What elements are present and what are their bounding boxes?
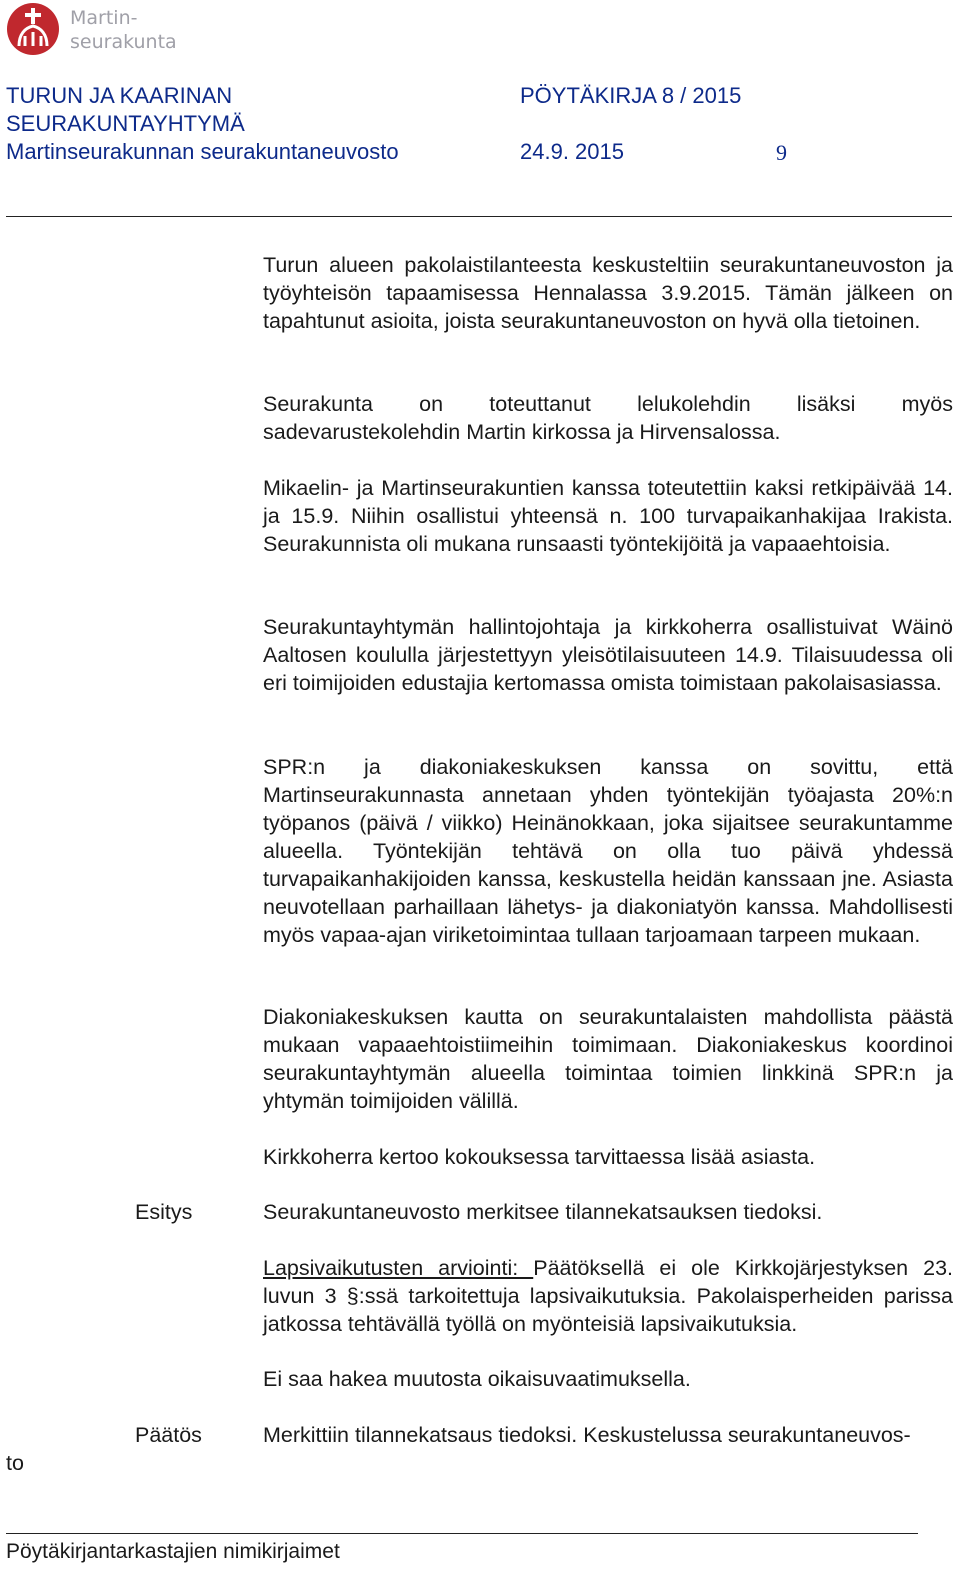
- esitys-label: Esitys: [135, 1200, 193, 1224]
- paragraph-2: Seurakunta on toteuttanut lelukolehdin lisäksi myös sadevarustekolehdin Martin kirkossa ja Hirvensalossa.: [263, 392, 953, 444]
- header-page-number: 9: [776, 140, 787, 165]
- paatos-text: Merkittiin tilannekatsaus tiedoksi. Keskustelussa seurakuntaneuvos-: [263, 1423, 911, 1447]
- lapsivaikutus-text: Päätöksellä ei ole Kirkkojärjestyksen 23. luvun 3 §:ssä tarkoitettuja lapsivaikutuksia. Pakolaisperheiden parissa jatkossa tehtävällä työllä on myönteisiä lapsivaikutuksia.: [263, 1256, 954, 1336]
- header-org-line1: TURUN JA KAARINAN: [6, 83, 233, 108]
- lapsivaikutus-paragraph: [263, 1254, 953, 1338]
- header-doc-title: PÖYTÄKIRJA 8 / 2015: [520, 83, 742, 108]
- esitys-text: Seurakuntaneuvosto merkitsee tilannekatsauksen tiedoksi.: [263, 1200, 823, 1224]
- logo-line2: seurakunta: [70, 31, 177, 53]
- paatos-continuation: to: [6, 1451, 24, 1475]
- valitus-text: Ei saa hakea muutosta oikaisuvaatimuksella.: [263, 1367, 691, 1391]
- paatos-label: Päätös: [135, 1423, 202, 1447]
- paragraph-7: Kirkkoherra kertoo kokouksessa tarvittaessa lisää asiasta.: [263, 1145, 816, 1169]
- paragraph-1: Turun alueen pakolaistilanteesta keskusteltiin seurakuntaneuvoston ja työyhteisön tapaamisessa Hennalassa 3.9.2015. Tämän jälkeen on tapahtunut asioita, joista seurakuntaneuvoston on hyvä olla tietoinen.: [263, 253, 953, 333]
- paragraph-6: Diakoniakeskuksen kautta on seurakuntalaisten mahdollista päästä mukaan vapaaehtoistiimeihin toimimaan. Diakoniakeskus koordinoi seurakuntayhtymän alueella toimintaa toimien linkkinä SPR:n ja yhtymän toimijoiden välillä.: [263, 1005, 953, 1113]
- header-divider: [6, 216, 952, 217]
- paragraph-4: Seurakuntayhtymän hallintojohtaja ja kirkkoherra osallistuivat Wäinö Aaltosen koululla järjestettyyn yleisötilaisuuteen 14.9. Tilaisuudessa oli eri toimijoiden edustajia kertomassa omista toimistaan pakolaisasiassa.: [263, 615, 953, 695]
- footer-initials-label: Pöytäkirjantarkastajien nimikirjaimet: [6, 1540, 340, 1563]
- lapsivaikutus-heading: Lapsivaikutusten arviointi:: [263, 1256, 534, 1280]
- paragraph-5: SPR:n ja diakoniakeskuksen kanssa on sovittu, että Martinseurakunnasta annetaan yhden työntekijän työajasta 20%:n työpanos (päivä / viikko) Heinänokkaan, joka sijaitsee seurakuntamme alueella. Työntekijän tehtävä on olla tuo päivä yhdessä turvapaikanhakijoiden kanssa, keskustella heidän kanssaan jne. Asiasta neuvotellaan parhaillaan lähetys- ja diakoniatyön kanssa. Mahdollisesti myös vapaa-ajan viriketoimintaa tullaan tarjoamaan tarpeen mukaan.: [263, 755, 953, 947]
- church-emblem-icon: [6, 2, 60, 56]
- martinseurakunta-logo: [6, 2, 206, 62]
- footer-divider: [6, 1533, 918, 1534]
- header-body-name: Martinseurakunnan seurakuntaneuvosto: [6, 139, 399, 164]
- header-date: 24.9. 2015: [520, 139, 624, 164]
- logo-line1: Martin-: [70, 7, 138, 29]
- paragraph-3: Mikaelin- ja Martinseurakuntien kanssa toteutettiin kaksi retkipäivää 14. ja 15.9. Niihin osallistui yhteensä n. 100 turvapaikanhakijaa Irakista. Seurakunnista oli mukana runsaasti työntekijöitä ja vapaaehtoisia.: [263, 476, 953, 556]
- header-org-line2: SEURAKUNTAYHTYMÄ: [6, 111, 245, 136]
- logo-wordmark: [70, 6, 177, 54]
